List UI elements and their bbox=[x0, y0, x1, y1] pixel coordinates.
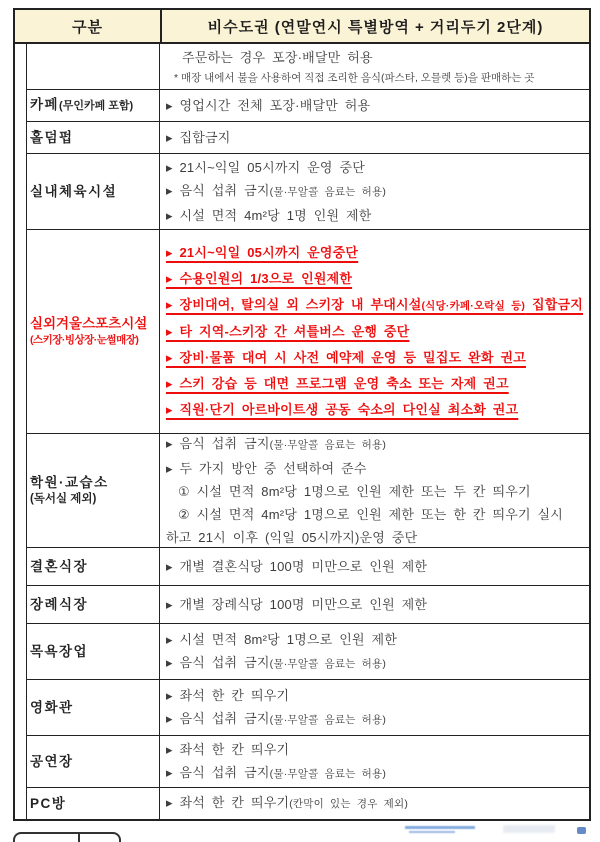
table-row-holdem-pub bbox=[27, 122, 589, 154]
rule-line: ▸ 좌석 한 칸 띄우기 bbox=[165, 741, 290, 757]
row-content-cell bbox=[160, 624, 589, 679]
row-label: 카페(무인카페 포함) bbox=[29, 97, 134, 112]
row-content-cell bbox=[160, 154, 589, 229]
header-cell-region-title: 비수도권 (연말연시 특별방역 + 거리두기 2단계) bbox=[207, 18, 544, 36]
row-label-cell bbox=[27, 586, 160, 623]
table-row-academy bbox=[27, 434, 589, 548]
row-label: 장례식장 bbox=[29, 597, 89, 612]
row-label-cell bbox=[27, 44, 160, 89]
rule-line: ▸ 음식 섭취 금지(물·무알콜 음료는 허용) bbox=[165, 764, 387, 780]
row-content-cell bbox=[160, 44, 589, 89]
rule-footnote: * 매장 내에서 불을 사용하여 직접 조리한 음식(파스타, 오믈렛 등)을 판매하는 곳 bbox=[173, 72, 535, 84]
rule-line: ▸ 음식 섭취 금지(물·무알콜 음료는 허용) bbox=[165, 710, 387, 726]
table-row-funeral-hall bbox=[27, 586, 589, 624]
row-label-sub: (스키장·빙상장·눈썰매장) bbox=[29, 334, 139, 346]
row-label: 실내체육시설 bbox=[29, 184, 118, 199]
restrictions-table bbox=[13, 8, 591, 821]
row-label: 실외겨울스포츠시설 bbox=[29, 316, 148, 331]
row-label: PC방 bbox=[29, 796, 67, 811]
table-row-pc-room bbox=[27, 788, 589, 819]
next-table-partial-box bbox=[13, 832, 121, 842]
table-row-restaurant-continuation bbox=[27, 44, 589, 90]
row-content-cell bbox=[160, 788, 589, 819]
rule-line: ▸ 개별 결혼식당 100명 미만으로 인원 제한 bbox=[165, 559, 428, 574]
rule-line: ▸ 음식 섭취 금지(물·무알콜 음료는 허용) bbox=[165, 183, 387, 198]
row-content-cell bbox=[160, 586, 589, 623]
next-table-column-divider bbox=[78, 834, 80, 842]
table-row-performance-hall bbox=[27, 736, 589, 788]
row-content-cell bbox=[160, 736, 589, 787]
row-content-cell bbox=[160, 680, 589, 735]
row-label: 목욕장업 bbox=[29, 644, 89, 659]
rule-line: ▸ 21시~익일 05시까지 운영 중단 bbox=[165, 160, 366, 175]
rule-line: ▸ 시설 면적 4m²당 1명 인원 제한 bbox=[165, 208, 372, 223]
row-label: 결혼식장 bbox=[29, 559, 89, 574]
footer-smudge-fragment bbox=[503, 825, 555, 833]
row-label-cell bbox=[27, 434, 160, 547]
footer-logo-fragment bbox=[405, 826, 477, 835]
row-label-sub: (무인카페 포함) bbox=[59, 100, 134, 112]
table-row-cinema bbox=[27, 680, 589, 736]
table-row-cafe bbox=[27, 90, 589, 122]
group-spanner-strip bbox=[15, 44, 27, 819]
table-row-outdoor-winter-sports bbox=[27, 230, 589, 434]
rule-line-option-1: ① 시설 면적 8m²당 1명으로 인원 제한 또는 두 칸 띄우기 bbox=[177, 484, 531, 499]
row-label: 학원·교습소 bbox=[29, 475, 109, 490]
row-label: 홀덤펍 bbox=[29, 130, 74, 145]
rule-line: ▸ 음식 섭취 금지(물·무알콜 음료는 허용) bbox=[165, 654, 387, 670]
rule-line: 주문하는 경우 포장·배달만 허용 bbox=[181, 50, 373, 65]
row-label-cell bbox=[27, 624, 160, 679]
rule-line: ▸ 두 가지 방안 중 선택하여 준수 bbox=[165, 461, 367, 476]
header-cell-category: 구분 bbox=[15, 10, 162, 42]
table-rows bbox=[27, 44, 589, 819]
rule-line: ▸ 좌석 한 칸 띄우기 bbox=[165, 687, 290, 703]
table-body bbox=[15, 44, 589, 819]
row-content-cell bbox=[160, 434, 589, 547]
row-label-sub: (독서실 제외) bbox=[29, 493, 97, 505]
table-row-wedding-hall bbox=[27, 548, 589, 586]
rule-line: ▸ 시설 면적 8m²당 1명으로 인원 제한 bbox=[165, 631, 398, 647]
rule-line: ▸ 영업시간 전체 포장·배달만 허용 bbox=[165, 98, 371, 113]
rule-line: 하고 21시 이후 (익일 05시까지)운영 중단 bbox=[165, 530, 418, 545]
rule-line-red: ▸ 장비·물품 대여 시 사전 예약제 운영 등 밀집도 완화 권고 bbox=[165, 350, 526, 365]
row-label-cell bbox=[27, 230, 160, 433]
rule-line-red: ▸ 스키 강습 등 대면 프로그램 운영 축소 또는 자제 권고 bbox=[165, 376, 509, 391]
row-content-cell bbox=[160, 230, 589, 433]
table-header-row bbox=[15, 10, 589, 44]
table-row-indoor-sports bbox=[27, 154, 589, 230]
rule-line-option-2: ② 시설 면적 4m²당 1명으로 인원 제한 또는 한 칸 띄우기 실시 bbox=[177, 507, 564, 522]
rule-line: ▸ 음식 섭취 금지(물·무알콜 음료는 허용) bbox=[165, 436, 387, 451]
row-content-cell bbox=[160, 548, 589, 585]
row-label-cell bbox=[27, 548, 160, 585]
rule-line: ▸ 집합금지 bbox=[165, 130, 231, 145]
row-label-cell bbox=[27, 122, 160, 153]
rule-line-red: ▸ 21시~익일 05시까지 운영중단 bbox=[165, 245, 359, 260]
row-label-cell bbox=[27, 154, 160, 229]
rule-line-red: ▸ 수용인원의 1/3으로 인원제한 bbox=[165, 271, 353, 286]
footer-mark-fragment bbox=[577, 827, 586, 834]
row-label-cell bbox=[27, 788, 160, 819]
row-label: 공연장 bbox=[29, 754, 74, 769]
row-label-cell bbox=[27, 680, 160, 735]
row-content-cell bbox=[160, 90, 589, 121]
rule-line-red: ▸ 타 지역-스키장 간 셔틀버스 운행 중단 bbox=[165, 324, 410, 339]
row-label: 영화관 bbox=[29, 700, 74, 715]
table-row-public-bath bbox=[27, 624, 589, 680]
row-label-cell bbox=[27, 90, 160, 121]
row-content-cell bbox=[160, 122, 589, 153]
rule-line: ▸ 좌석 한 칸 띄우기(칸막이 있는 경우 제외) bbox=[165, 795, 409, 810]
row-label-cell bbox=[27, 736, 160, 787]
rule-line-red: ▸ 직원·단기 아르바이트생 공동 숙소의 다인실 최소화 권고 bbox=[165, 402, 519, 417]
rule-line: ▸ 개별 장례식당 100명 미만으로 인원 제한 bbox=[165, 597, 428, 612]
rule-line-red: ▸ 장비대여, 탈의실 외 스키장 내 부대시설(식당·카페·오락실 등) 집합금지 bbox=[165, 297, 583, 312]
